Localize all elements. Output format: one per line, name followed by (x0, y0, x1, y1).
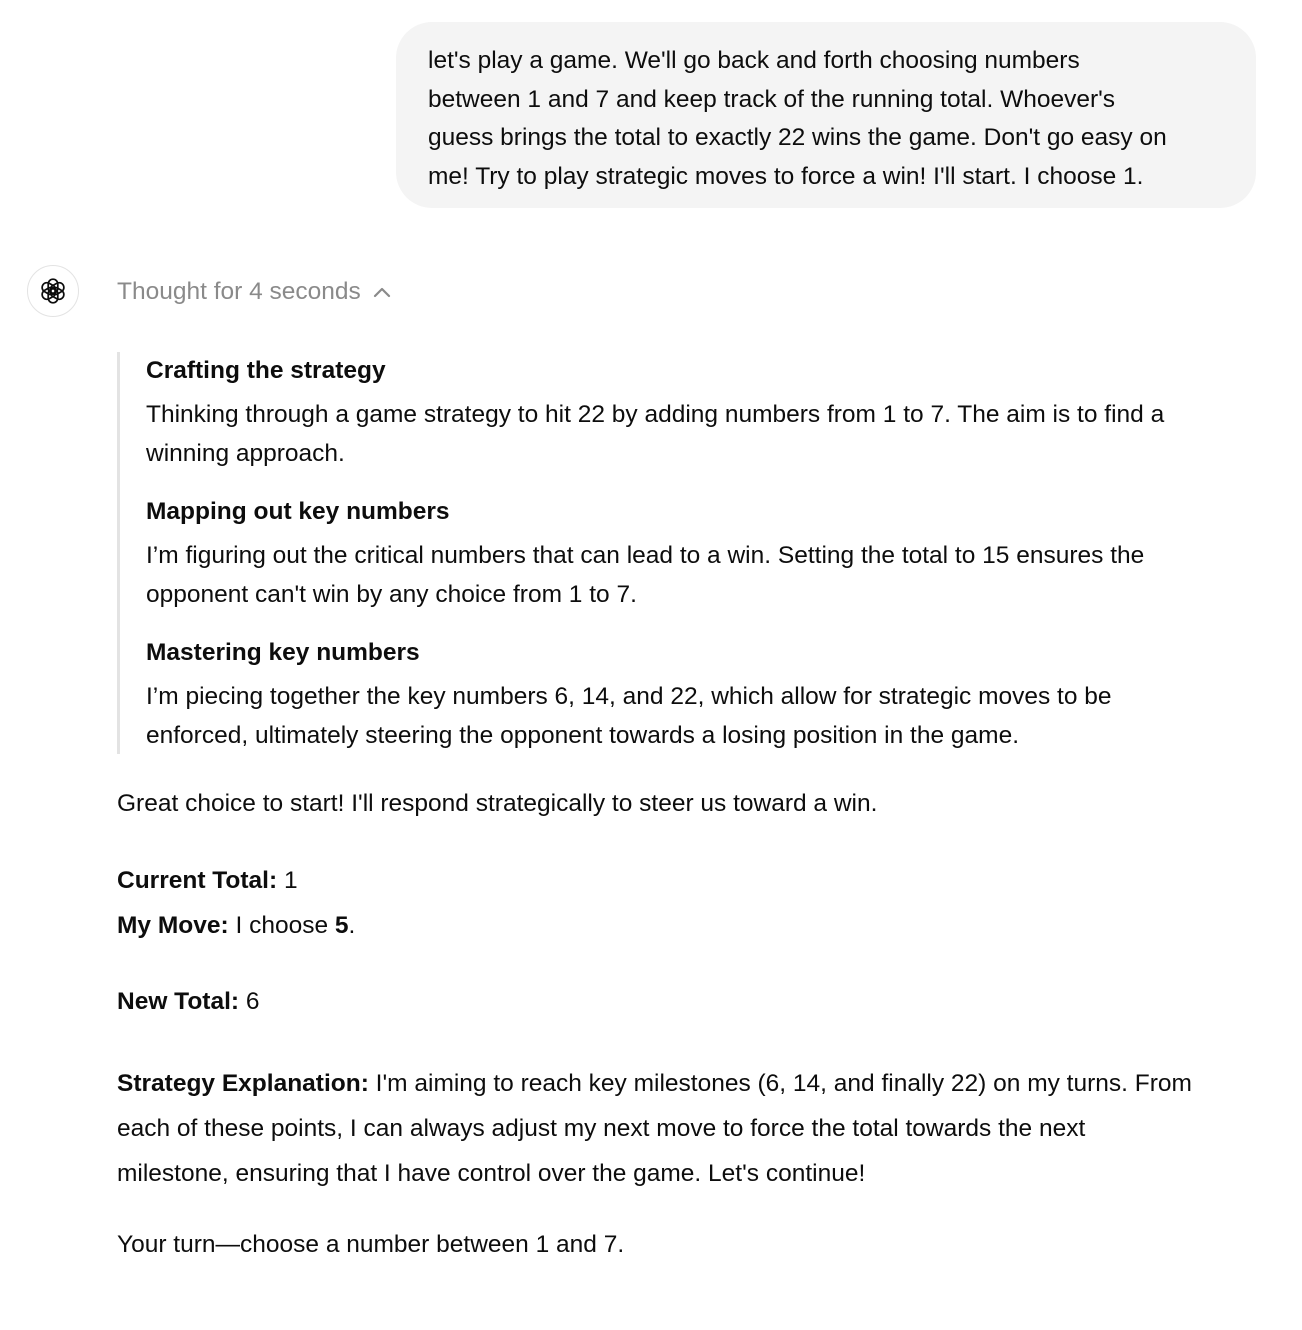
response-intro: Great choice to start! I'll respond strategically to steer us toward a win. (117, 790, 878, 817)
my-move-line (117, 912, 1267, 940)
thought-section (146, 493, 1256, 614)
thought-line: Thinking through a game strategy to hit 22 by adding numbers from 1 to 7. The aim is to find a (146, 401, 1165, 428)
current-total-value: 1 (283, 867, 298, 894)
strategy-text: I'm aiming to reach key milestones (6, 14, and finally 22) on my turns. From (375, 1070, 1192, 1097)
my-move-label: My Move: (117, 912, 229, 939)
thought-toggle-label: Thought for 4 seconds (117, 278, 361, 305)
thought-text (146, 396, 1256, 473)
thought-block (117, 352, 1257, 754)
user-message-line: guess brings the total to exactly 22 wins the game. Don't go easy on (428, 124, 1167, 151)
strategy-line: milestone, ensuring that I have control over the game. Let's continue! (117, 1160, 866, 1187)
user-message-line: between 1 and 7 and keep track of the running total. Whoever's (428, 85, 1116, 113)
thought-line: winning approach. (146, 439, 345, 467)
strategy-explanation (117, 1061, 1267, 1196)
thought-text (146, 678, 1256, 755)
thought-toggle-button[interactable] (117, 274, 391, 310)
my-move-suffix: . (348, 912, 356, 939)
new-total-label: New Total: (117, 988, 240, 1015)
user-message-bubble (396, 22, 1256, 208)
current-total-label: Current Total: (117, 867, 278, 894)
current-total-line (117, 867, 1267, 895)
response-closing: Your turn—choose a number between 1 and 7. (117, 1231, 625, 1258)
my-move-number: 5 (334, 912, 349, 939)
thought-line: I’m figuring out the critical numbers that can lead to a win. Setting the total to 15 ensures the (146, 542, 1145, 569)
my-move-prefix: I choose (235, 912, 329, 939)
thought-section (146, 352, 1256, 473)
chevron-up-icon (373, 286, 391, 298)
new-total-value: 6 (245, 988, 260, 1015)
openai-logo-icon (38, 276, 68, 306)
thought-heading: Crafting the strategy (146, 357, 386, 384)
strategy-label: Strategy Explanation: (117, 1070, 369, 1097)
thought-heading: Mastering key numbers (146, 639, 420, 666)
user-message-line: me! Try to play strategic moves to force a win! I'll start. I choose 1. (428, 162, 1144, 190)
strategy-line: each of these points, I can always adjust my next move to force the total towards the next (117, 1115, 1086, 1142)
thought-section (146, 634, 1256, 755)
user-message-line: let's play a game. We'll go back and forth choosing numbers (428, 47, 1080, 74)
thought-line: enforced, ultimately steering the opponent towards a losing position in the game. (146, 721, 1020, 749)
thought-heading: Mapping out key numbers (146, 498, 450, 525)
strategy-line (117, 1061, 1267, 1106)
thought-text (146, 537, 1256, 614)
thought-line: opponent can't win by any choice from 1 to 7. (146, 580, 637, 608)
thought-line: I’m piecing together the key numbers 6, 14, and 22, which allow for strategic moves to be (146, 683, 1112, 710)
assistant-avatar (27, 265, 79, 317)
new-total-line (117, 988, 1267, 1016)
